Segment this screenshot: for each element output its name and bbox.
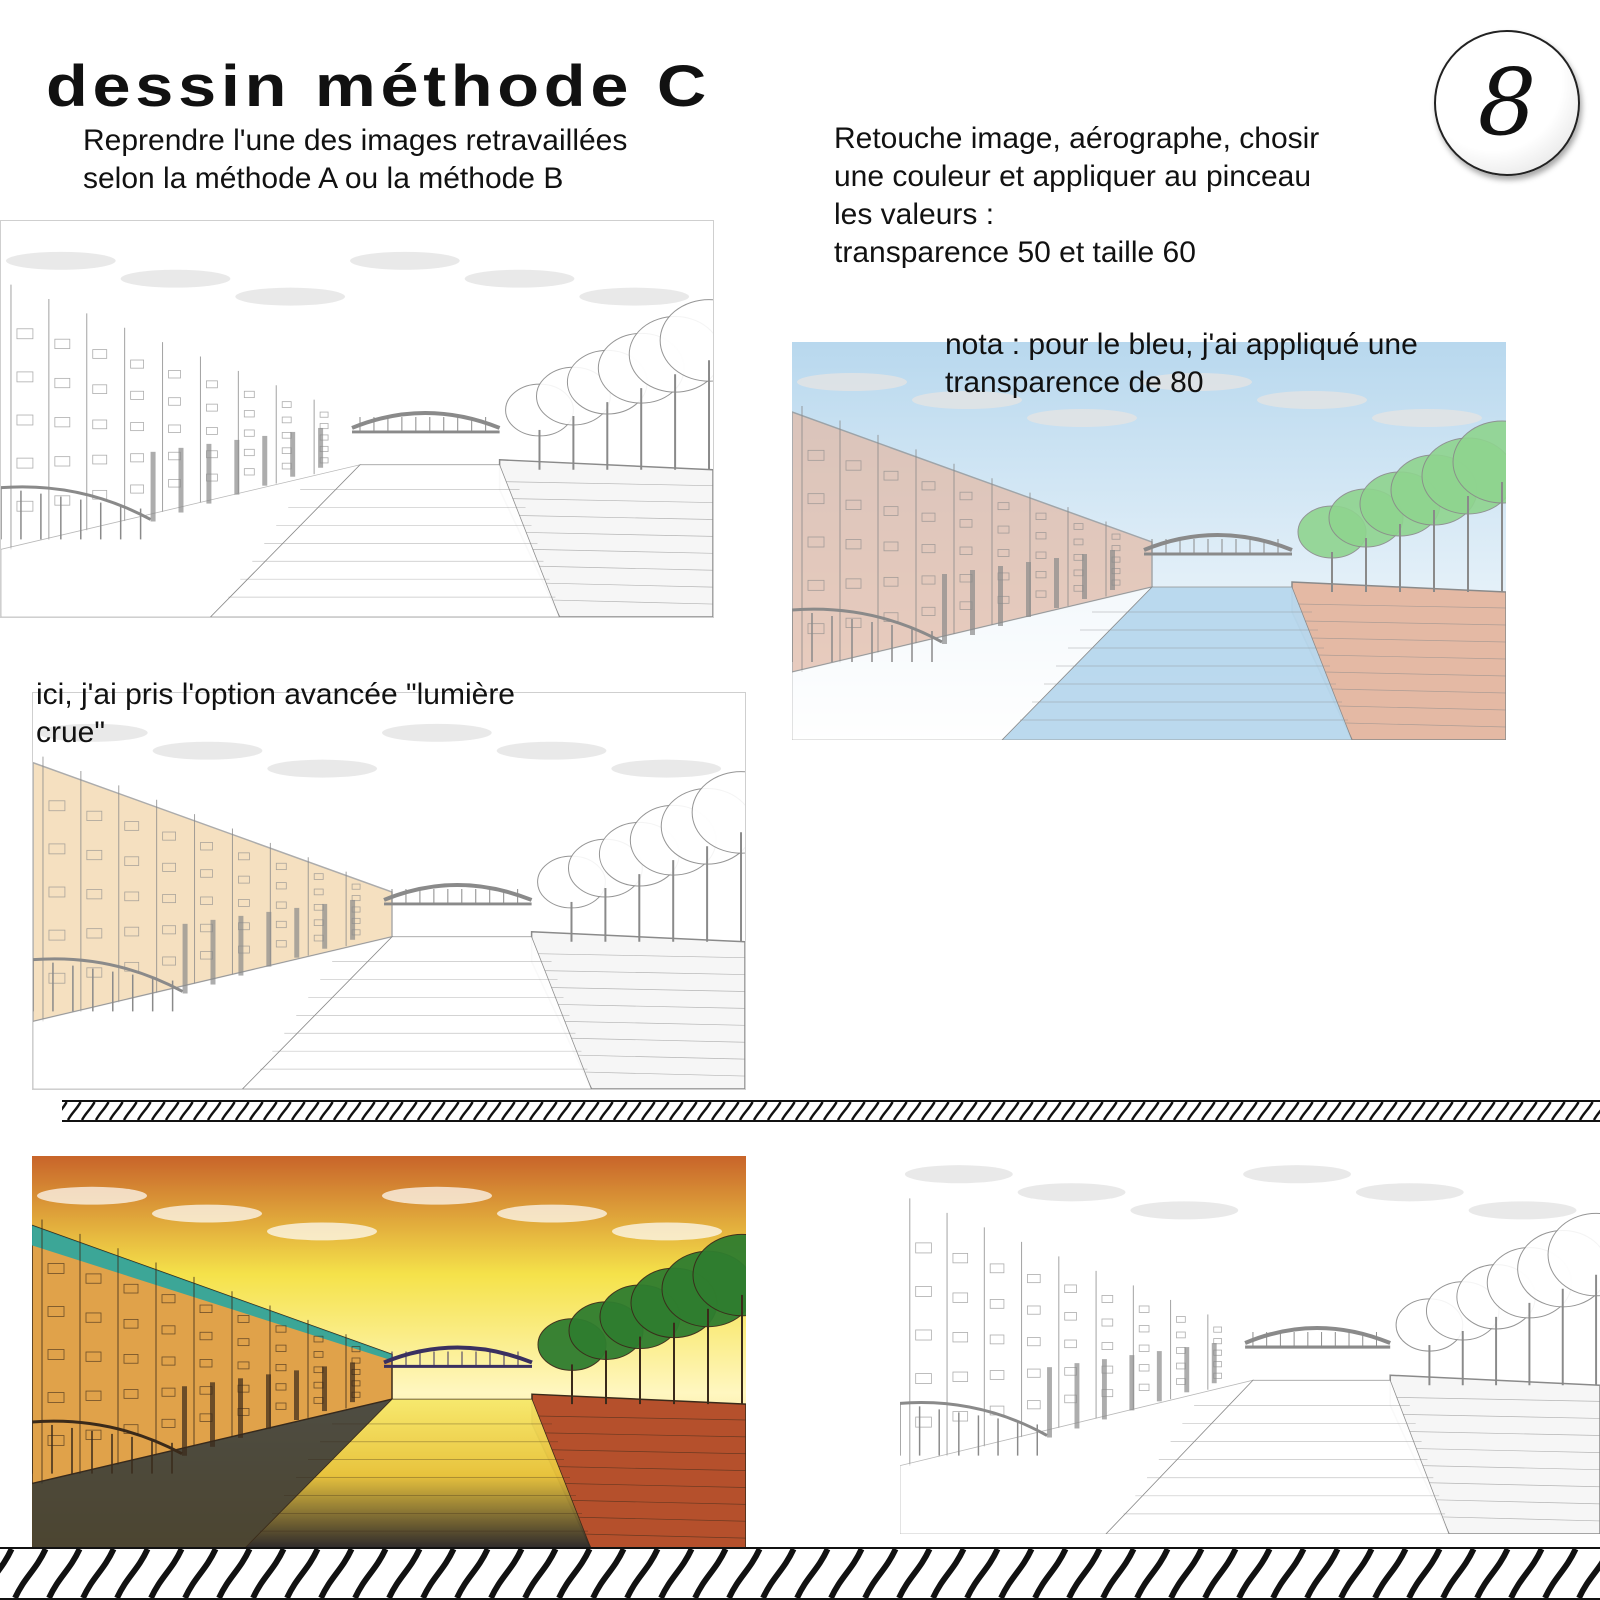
instruction-text (834, 120, 1319, 272)
nota-line: nota : pour le bleu, j'ai appliqué une (945, 328, 1418, 361)
page-number-badge (1434, 30, 1580, 176)
instruction-line: les valeurs : (834, 198, 995, 231)
sketch-image-original (0, 220, 714, 618)
rope-border-bottom (0, 1547, 1600, 1600)
intro-line: selon la méthode A ou la méthode B (83, 162, 564, 195)
nota-text (945, 326, 1418, 402)
instruction-line: Retouche image, aérographe, chosir (834, 122, 1320, 155)
hdr-canal-photo (32, 1156, 746, 1551)
option-text (36, 676, 515, 752)
instruction-line: une couleur et appliquer au pinceau (834, 160, 1312, 193)
instruction-line: transparence 50 et taille 60 (834, 236, 1196, 269)
page-title: dessin méthode C (46, 54, 711, 119)
intro-line: Reprendre l'une des images retravaillées (83, 124, 628, 157)
page-number: 8 (1477, 49, 1537, 156)
option-line: crue" (36, 716, 106, 749)
sketch-image-pencil (900, 1134, 1600, 1534)
rope-divider (62, 1100, 1600, 1122)
intro-text (83, 122, 627, 198)
option-line: ici, j'ai pris l'option avancée "lumière (36, 678, 515, 711)
nota-line: transparence de 80 (945, 366, 1204, 399)
